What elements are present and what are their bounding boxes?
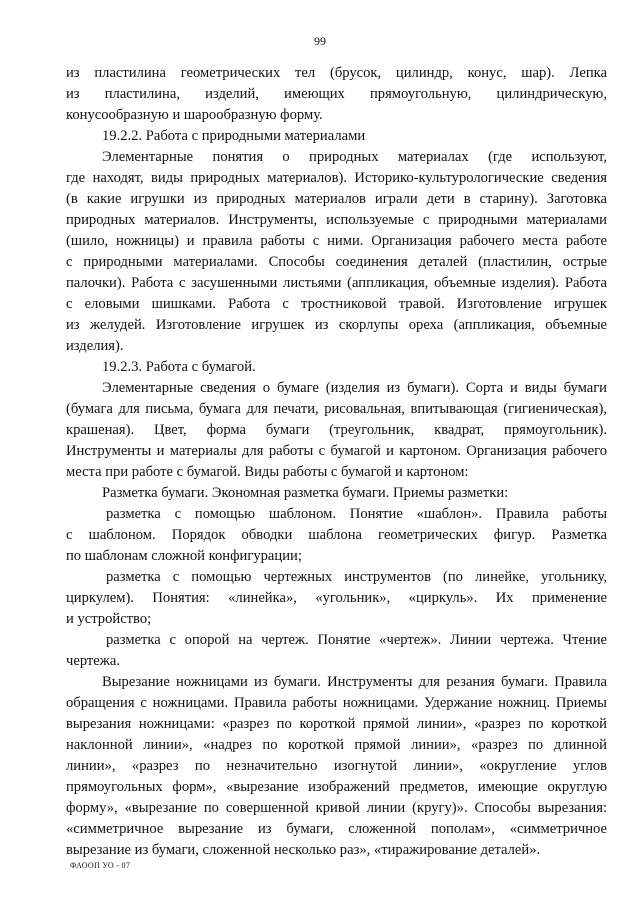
text-line: изделия). [66, 338, 124, 354]
text-line: с еловыми шишками. Работа с тростниковой травой. Изготовление игрушек [66, 296, 607, 312]
text-line: линии», «разрез по незначительно изогнутой линии», «округление углов [66, 758, 607, 774]
text-line: прямоугольных форм», «вырезание изображений предметов, имеющие округлую [66, 779, 607, 795]
text-line: конусообразную и шарообразную форму. [66, 107, 323, 123]
text-line: (в какие игрушки из природных материалов играли дети в старину). Заготовка [66, 191, 607, 207]
text-line: где находят, виды природных материалов). Историко-культурологические сведения [66, 170, 607, 186]
text-line: Разметка бумаги. Экономная разметка бумаги. Приемы разметки: [102, 485, 509, 501]
text-line: Элементарные сведения о бумаге (изделия из бумаги). Сорта и виды бумаги [102, 380, 607, 396]
text-line: крашеная). Цвет, форма бумаги (треугольник, квадрат, прямоугольник). [66, 422, 607, 438]
text-line: форму», «вырезание по совершенной кривой линии (кругу)». Способы вырезания: [66, 800, 607, 816]
text-line: природных материалов. Инструменты, используемые с природными материалами [66, 212, 607, 228]
text-line: разметка с помощью шаблоном. Понятие «шаблон». Правила работы [106, 506, 607, 522]
text-line: циркулем). Понятия: «линейка», «угольник», «циркуль». Их применение [66, 590, 607, 606]
text-line: (шило, ножницы) и правила работы с ними. Организация рабочего места работе [66, 233, 607, 249]
text-line: Вырезание ножницами из бумаги. Инструменты для резания бумаги. Правила [102, 674, 607, 690]
text-line: из пластилина, изделий, имеющих прямоугольную, цилиндрическую, [66, 86, 607, 102]
text-line: разметка с опорой на чертеж. Понятие «чертеж». Линии чертежа. Чтение [106, 632, 607, 648]
footer-code: ФАООП УО - 07 [70, 861, 131, 870]
text-line: 19.2.3. Работа с бумагой. [102, 359, 256, 375]
text-line: 19.2.2. Работа с природными материалами [102, 128, 366, 144]
text-line: с шаблоном. Порядок обводки шаблона геометрических фигур. Разметка [66, 527, 607, 543]
text-line: Элементарные понятия о природных материалах (где используют, [102, 149, 607, 165]
text-line: с природными материалами. Способы соединения деталей (пластилин, острые [66, 254, 607, 270]
document-body [66, 63, 607, 861]
text-line: вырезание из бумаги, сложенной несколько раз», «тиражирование деталей». [66, 842, 541, 858]
page-number: 99 [314, 34, 326, 48]
text-line: обращения с ножницами. Правила работы ножницами. Удержание ножниц. Приемы [66, 695, 607, 711]
text-line: и устройство; [66, 611, 152, 627]
text-line: из желудей. Изготовление игрушек из скорлупы ореха (аппликация, объемные [66, 317, 607, 333]
text-line: чертежа. [66, 653, 120, 669]
text-line: Инструменты и материалы для работы с бумагой и картоном. Организация рабочего [66, 443, 607, 459]
text-line: разметка с помощью чертежных инструментов (по линейке, угольнику, [106, 569, 607, 585]
text-line: вырезания ножницами: «разрез по короткой прямой линии», «разрез по короткой [66, 716, 607, 732]
text-line: палочки). Работа с засушенными листьями (аппликация, объемные изделия). Работа [66, 275, 607, 291]
text-line: по шаблонам сложной конфигурации; [66, 548, 302, 564]
text-line: из пластилина геометрических тел (брусок, цилиндр, конус, шар). Лепка [66, 65, 607, 81]
text-line: «симметричное вырезание из бумаги, сложенной пополам», «симметричное [66, 821, 607, 837]
text-line: места при работе с бумагой. Виды работы с бумагой и картоном: [66, 464, 469, 480]
text-line: наклонной линии», «надрез по короткой прямой линии», «разрез по длинной [66, 737, 607, 753]
text-line: (бумага для письма, бумага для печати, рисовальная, впитывающая (гигиеническая), [66, 401, 607, 417]
